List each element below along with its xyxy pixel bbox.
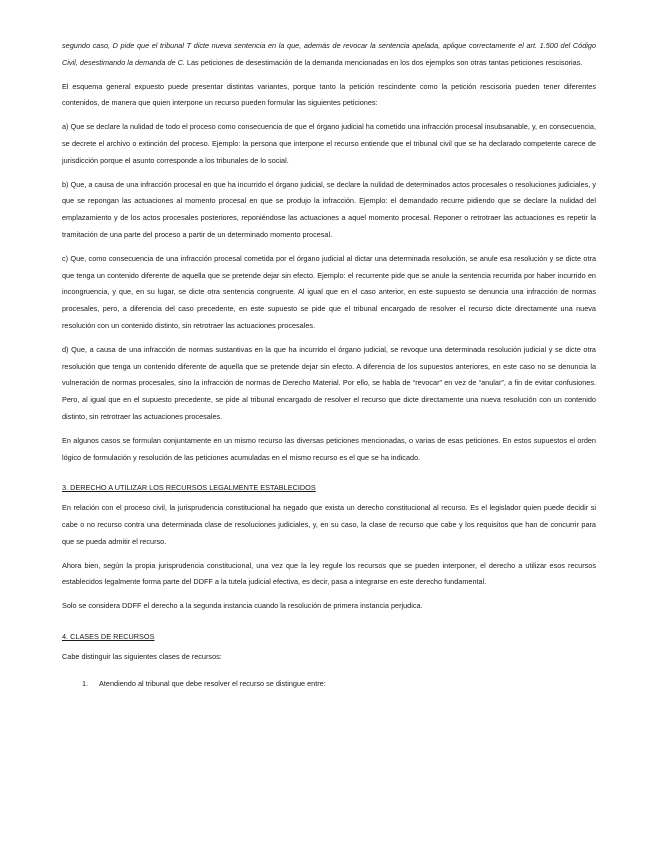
section-heading-3: 3. DERECHO A UTILIZAR LOS RECURSOS LEGALMENTE ESTABLECIDOS [62,483,316,493]
list-item-text: Atendiendo al tribunal que debe resolver el recurso se distingue entre: [99,678,326,688]
paragraph-intro-rest: Las peticiones de desestimación de la demanda mencionadas en los dos ejemplos son otras tantas peticiones rescisorias. [184,57,583,67]
paragraph-case-a: a) Que se declare la nulidad de todo el proceso como consecuencia de que el órgano judicial ha cometido una infracción procesal insubsanable, y, en consecuencia, se decrete el archivo o extinción del proceso. Ejemplo: la persona que interpone el recurso entiende que el tribunal civil que se ha declarado competente carece de jurisdicción porque el asunto corresponde a los tribunales de lo social. [62,122,596,165]
paragraph-case-d: d) Que, a causa de una infracción de normas sustantivas en la que ha incurrido el órgano judicial, se revoque una determinada resolución judicial y se dicte otra resolución que tenga un contenido diferente de aquella que se pretende dejar sin efecto. A diferencia de los supuestos anteriores, en este caso no se denuncia la vulneración de normas procesales, sino la infracción de normas de Derecho Material. Por ello, se habla de “revocar” en vez de “anular”, a fin de evitar confusiones. Pero, al igual que en el supuesto precedente, se pide al tribunal encargado de resolver el recurso que dicte directamente una nueva resolución con un contenido distinto, sin retrotraer las actuaciones procesales. [62,344,596,421]
paragraph-joint-petitions: En algunos casos se formulan conjuntamente en un mismo recurso las diversas peticiones mencionadas, o varias de esas peticiones. En estos supuestos el orden lógico de formulación y resolución de las peticiones acumuladas en el mismo recurso es el que se ha indicado. [62,435,596,462]
list-item [82,676,596,693]
paragraph-second-instance: Solo se considera DDFF el derecho a la segunda instancia cuando la resolución de primera instancia perjudica. [62,601,423,611]
paragraph-case-b: b) Que, a causa de una infracción procesal en que ha incurrido el órgano judicial, se declare la nulidad de determinados actos procesales o resoluciones judiciales, y que se repongan las actuaciones al momento procesal en que se produjo la infracción. Ejemplo: el demandado recurre pidiendo que se declare la nulidad del emplazamiento y de los actos procesales posteriores, reponiéndose las actuaciones a aquel momento procesal. Reponer o retrotraer las actuaciones es repetir la tramitación de una parte del proceso a partir de un determinado momento procesal. [62,179,596,239]
document-page [62,38,596,692]
paragraph-general-scheme: El esquema general expuesto puede presentar distintas variantes, porque tanto la petición rescindente como la petición rescisoria pueden tener diferentes contenidos, de manera que quien interpone un recurso pueden formular las siguientes peticiones: [62,81,596,108]
list-item-number: 1. [82,678,89,688]
paragraph-case-c: c) Que, como consecuencia de una infracción procesal cometida por el órgano judicial al dictar una determinada resolución, se anule esa resolución y se dicte otra que tenga un contenido diferente de aquella que se pretende dejar sin efecto. Ejemplo: el recurrente pide que se anule la sentencia recurrida por haber incurrido en incongruencia, y que, en su lugar, se dicte otra sentencia congruente. Al igual que en el caso anterior, en este supuesto se denuncia una infracción de normas procesales, pero, a diferencia del caso precedente, en este supuesto se pide que el tribunal encargado de resolver el recurso dicte directamente una nueva resolución con un contenido distinto, sin retrotraer las actuaciones procesales. [62,253,596,330]
paragraph-classes-intro: Cabe distinguir las siguientes clases de recursos: [62,651,222,661]
paragraph-constitutional-right: En relación con el proceso civil, la jurisprudencia constitucional ha negado que exista un derecho constitucional al recurso. Es el legislador quien puede decidir si cabe o no recurso contra una determinada clase de resoluciones judiciales, y, en su caso, la clase de recurso que cabe y los requisitos que han de concurrir para que se pueda admitir el recurso. [62,503,596,546]
paragraph-intro [62,38,596,72]
paragraph-fundamental-right: Ahora bien, según la propia jurisprudencia constitucional, una vez que la ley regule los recursos que se pueden interponer, el derecho a utilizar esos recursos establecidos legalmente forma parte del DDFF a la tutela judicial efectiva, es decir, pasa a integrarse en este derecho fundamental. [62,560,596,587]
paragraph-intro-italic: segundo caso, D pide que el tribunal T dicte nueva sentencia en la que, además de revocar la sentencia apelada, aplique correctamente el art. 1.500 del Código Civil, desestimando la demanda de C. [62,41,596,67]
section-heading-4: 4. CLASES DE RECURSOS [62,631,155,641]
